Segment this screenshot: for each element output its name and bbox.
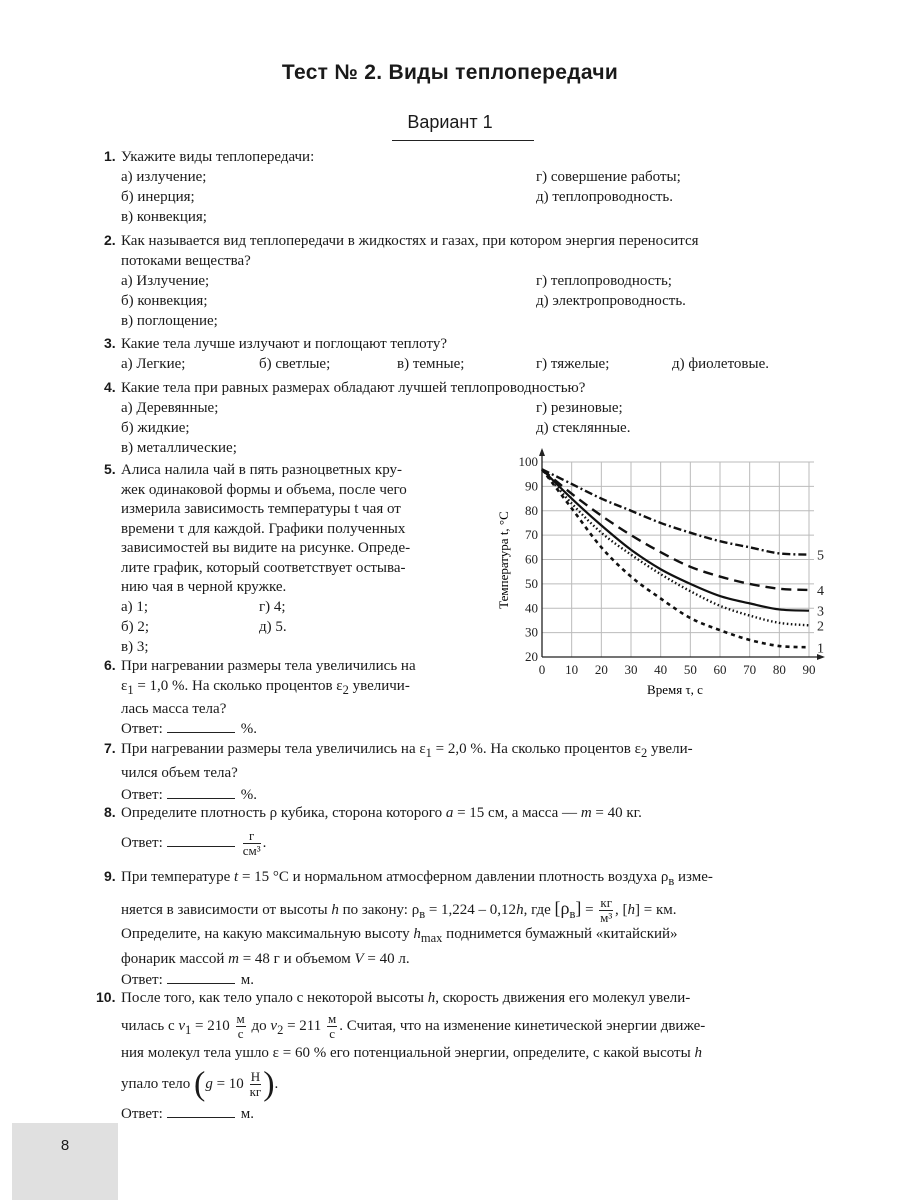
subscript: 1 [425,746,432,760]
text-fragment: по закону: ρ [338,902,420,918]
text-fragment: , где [523,902,555,918]
fraction-denominator: м³ [600,910,613,926]
variable: h [331,902,339,918]
x-tick-label: 0 [538,662,546,677]
x-tick-label: 80 [772,662,786,677]
text-fragment: = 40 л. [363,951,410,967]
fraction-numerator: Н [250,1069,261,1085]
text-fragment: = 15 °C и нормальном атмосферном давлении плотность воздуха ρ [238,869,669,885]
variable: h [427,990,436,1006]
text-fragment: = [581,902,598,918]
question-number: 5. [104,461,116,477]
fraction-numerator: кг [600,895,613,911]
subscript: в [569,907,576,921]
variable: t [234,869,239,885]
text-fragment: чилась с [121,1018,179,1034]
variant-heading: Вариант 1 [407,112,493,132]
text-fragment: до [247,1018,271,1034]
question-number: 7. [104,740,116,756]
unit-fraction [250,1070,262,1099]
question-number: 9. [104,868,116,884]
variable: m [580,805,592,821]
option-b: б) конвекция; [121,293,208,309]
question-text-line [104,1043,839,1064]
text-fragment: При нагревании размеры тела увеличились на ε [121,741,426,757]
text-fragment: . Считая, что на изменение кинетической энергии движе- [339,1018,706,1034]
variant-underline [392,140,534,141]
variable: h [694,1045,702,1061]
answer-label: Ответ: [121,834,163,851]
variable: h [413,926,421,942]
chart-axes [539,448,825,660]
unit-fraction [599,896,613,925]
text-fragment: = 1,224 – 0,12 [425,902,517,918]
text-fragment: = 1,0 %. На сколько процентов ε [133,677,343,694]
bracket-open: [ρ [554,898,570,918]
text-fragment: увеличи- [348,677,410,694]
y-tick-label: 60 [525,551,538,567]
question-text-line: времени τ для каждой. Графики полученных [121,520,406,537]
y-tick-label: 100 [518,454,538,469]
y-tick-label: 80 [525,502,538,518]
x-tick-label: 40 [654,662,668,677]
text-fragment: фонарик массой [121,951,229,967]
text-fragment: упало тело [121,1076,195,1092]
y-tick-label: 20 [525,649,538,664]
y-axis-label: Температура t, °C [496,511,511,609]
text-fragment: поднимется бумажный «китайский» [442,926,678,942]
text-fragment: , скорость движения его молекул увели- [435,990,691,1006]
option-b: б) светлые; [259,356,331,372]
answer-line [104,720,484,740]
question-7 [104,738,834,805]
unit-fraction [327,1012,337,1041]
y-tick-label: 90 [525,478,538,494]
fraction-denominator: кг [249,1084,262,1100]
text-fragment: няется в зависимости от высоты [121,902,332,918]
option-g: г) тяжелые; [536,356,610,372]
fraction-denominator: с [329,1026,335,1042]
question-text: Укажите виды теплопередачи: [121,149,315,165]
curve-label-1: 1 [817,641,824,657]
fraction-denominator: с [237,1026,244,1042]
question-text-line: Алиса налила чай в пять разноцветных кру- [121,462,402,478]
subscript: в [419,907,426,921]
y-axis-arrow [539,448,545,456]
chart-grid [542,462,814,657]
subscript: 1 [185,1023,192,1037]
variable: g [205,1076,213,1092]
question-text-line [104,1064,839,1104]
question-6 [104,656,484,739]
text-fragment: . [274,1076,279,1092]
answer-line [104,829,834,858]
subscript: 1 [127,682,134,697]
option-d: д) 5. [259,618,287,635]
option-v: в) темные; [397,356,465,372]
option-a: а) излучение; [121,169,207,185]
text-fragment: = 40 кг. [591,805,642,821]
option-a: а) 1; [121,598,149,615]
text-fragment: = 10 [212,1076,248,1092]
text-fragment: При температуре [121,869,235,885]
text-fragment: = 210 [191,1018,234,1034]
curve-2 [542,469,809,625]
question-number: 8. [104,804,116,820]
option-d: д) электропроводность. [536,293,686,309]
question-8 [104,802,834,858]
option-v: в) металлические; [121,440,237,456]
answer-unit: м. [240,972,255,988]
text-fragment: увели- [647,741,693,757]
unit-fraction [236,1012,246,1041]
option-b: б) жидкие; [121,420,190,436]
question-number: 4. [104,379,116,395]
page-title: Тест № 2. Виды теплопередачи [281,61,619,84]
question-2 [104,230,824,331]
question-text-cont: потоками вещества? [121,253,251,269]
option-d: д) теплопроводность. [536,189,674,205]
y-tick-label: 30 [525,624,538,640]
answer-blank[interactable] [167,1105,235,1118]
question-text-line: измерила зависимость температуры t чая от [121,501,401,517]
paren-open: ( [194,1065,206,1103]
option-g: г) 4; [259,598,286,615]
option-a: а) Легкие; [121,356,186,372]
question-number: 2. [104,232,116,248]
x-axis-label: Время τ, с [647,682,703,697]
text-fragment: , [ [615,902,628,918]
text-fragment: = 2,0 %. На сколько процентов ε [431,741,641,757]
answer-blank[interactable] [167,834,235,847]
answer-unit: %. [240,787,258,803]
question-text-line [104,892,839,924]
unit-fraction [243,829,261,858]
question-5 [104,460,484,658]
text-fragment: После того, как тело упало с некоторой высоты [121,990,428,1006]
question-text: Какие тела при равных размерах обладают лучшей теплопроводностью? [121,380,586,396]
x-tick-label: 60 [713,662,727,677]
question-3 [104,333,824,374]
variable: h [627,902,636,918]
subscript: 2 [640,746,648,760]
y-tick-label: 40 [525,600,538,616]
option-g: г) теплопроводность; [536,273,672,289]
question-text-line: При нагревании размеры тела увеличились на [121,658,416,674]
text-fragment: . [262,834,267,851]
x-tick-label: 30 [624,662,638,677]
option-a: а) Деревянные; [121,400,219,416]
option-g: г) резиновые; [536,400,623,416]
answer-unit: м. [240,1106,255,1122]
question-text-line: чился объем тела? [121,765,238,781]
text-fragment: ] = км. [635,902,677,918]
curve-1 [542,469,809,647]
curve-label-2: 2 [817,619,824,635]
question-text-line [104,677,484,701]
option-v: в) конвекция; [121,209,207,225]
question-text-line: зависимостей вы видите на рисунке. Опреде- [121,540,411,556]
option-b: б) инерция; [121,189,195,205]
question-number: 3. [104,335,116,351]
question-number: 1. [104,148,116,164]
answer-blank[interactable] [167,971,235,984]
option-g: г) совершение работы; [536,169,681,185]
question-9 [104,866,839,991]
curve-label-3: 3 [817,604,824,620]
variable: V [354,951,364,967]
text-fragment: ния молекул тела ушло ε = 60 % его потенциальной энергии, определите, с какой высоты [121,1045,695,1061]
text-fragment: Определите, на какую максимальную высоту [121,926,414,942]
question-10 [96,987,839,1125]
variable: h [516,902,524,918]
fraction-denominator: см³ [242,843,261,858]
subscript: 2 [277,1023,284,1037]
x-tick-label: 70 [743,662,757,677]
curve-4 [542,469,809,590]
paren-close: ) [263,1065,275,1103]
fraction-numerator: м [236,1011,245,1027]
answer-label: Ответ: [121,972,163,988]
fraction-numerator: г [243,829,261,844]
subscript: max [420,931,443,945]
option-v: в) 3; [121,638,149,655]
question-number: 10. [96,989,116,1005]
text-fragment: = 15 см, а масса — [453,805,581,821]
answer-label: Ответ: [121,1106,163,1122]
question-text-line [104,924,839,949]
option-d: д) фиолетовые. [672,356,769,372]
question-text: Какие тела лучше излучают и поглощают теплоту? [121,336,447,352]
subscript: 2 [342,682,349,697]
text-fragment: = 211 [283,1018,325,1034]
question-4 [104,377,824,458]
cooling-chart [490,448,840,703]
variable: a [445,805,454,821]
fraction-numerator: м [327,1011,337,1027]
y-tick-label: 70 [525,527,538,543]
page-number: 8 [60,1137,70,1154]
answer-label: Ответ: [121,720,163,737]
curve-label-4: 4 [817,583,824,599]
question-number: 6. [104,657,116,673]
question-text-line [104,1009,839,1043]
question-text-line [104,949,839,970]
curve-5 [542,469,809,554]
text-fragment: Определите плотность ρ кубика, сторона которого [121,805,446,821]
answer-label: Ответ: [121,787,163,803]
answer-blank[interactable] [167,720,235,733]
option-b: б) 2; [121,618,150,635]
question-text-line: лась масса тела? [121,701,227,717]
option-v: в) поглощение; [121,313,218,329]
question-1 [104,146,824,227]
epsilon-symbol: ε [121,677,128,694]
text-fragment: изме- [674,869,713,885]
x-tick-label: 50 [683,662,697,677]
text-fragment: = 48 г и объемом [238,951,355,967]
curve-label-5: 5 [817,548,824,564]
option-d: д) стеклянные. [536,420,631,436]
curve-3 [542,469,809,610]
variable: m [228,951,239,967]
y-tick-label: 50 [525,575,538,591]
x-tick-label: 20 [594,662,608,677]
question-text-line: нию чая в черной кружке. [121,579,287,595]
chart-series-labels [817,549,824,657]
option-a: а) Излучение; [121,273,210,289]
answer-blank[interactable] [167,786,235,799]
page-number-box [12,1123,118,1200]
bracket-close: ] [575,898,582,918]
x-tick-label: 10 [565,662,579,677]
answer-line [104,1104,839,1125]
chart-curves [542,469,809,647]
variable: v [270,1018,278,1034]
x-tick-label: 90 [802,662,816,677]
answer-unit: %. [240,720,258,737]
question-text-line: лите график, который соответствует остыва- [121,559,406,576]
variable: v [178,1018,186,1034]
question-text: Как называется вид теплопередачи в жидкостях и газах, при котором энергия переносится [121,233,699,249]
subscript: в [668,874,675,888]
question-text-line: жек одинаковой формы и объема, после чего [121,481,407,498]
